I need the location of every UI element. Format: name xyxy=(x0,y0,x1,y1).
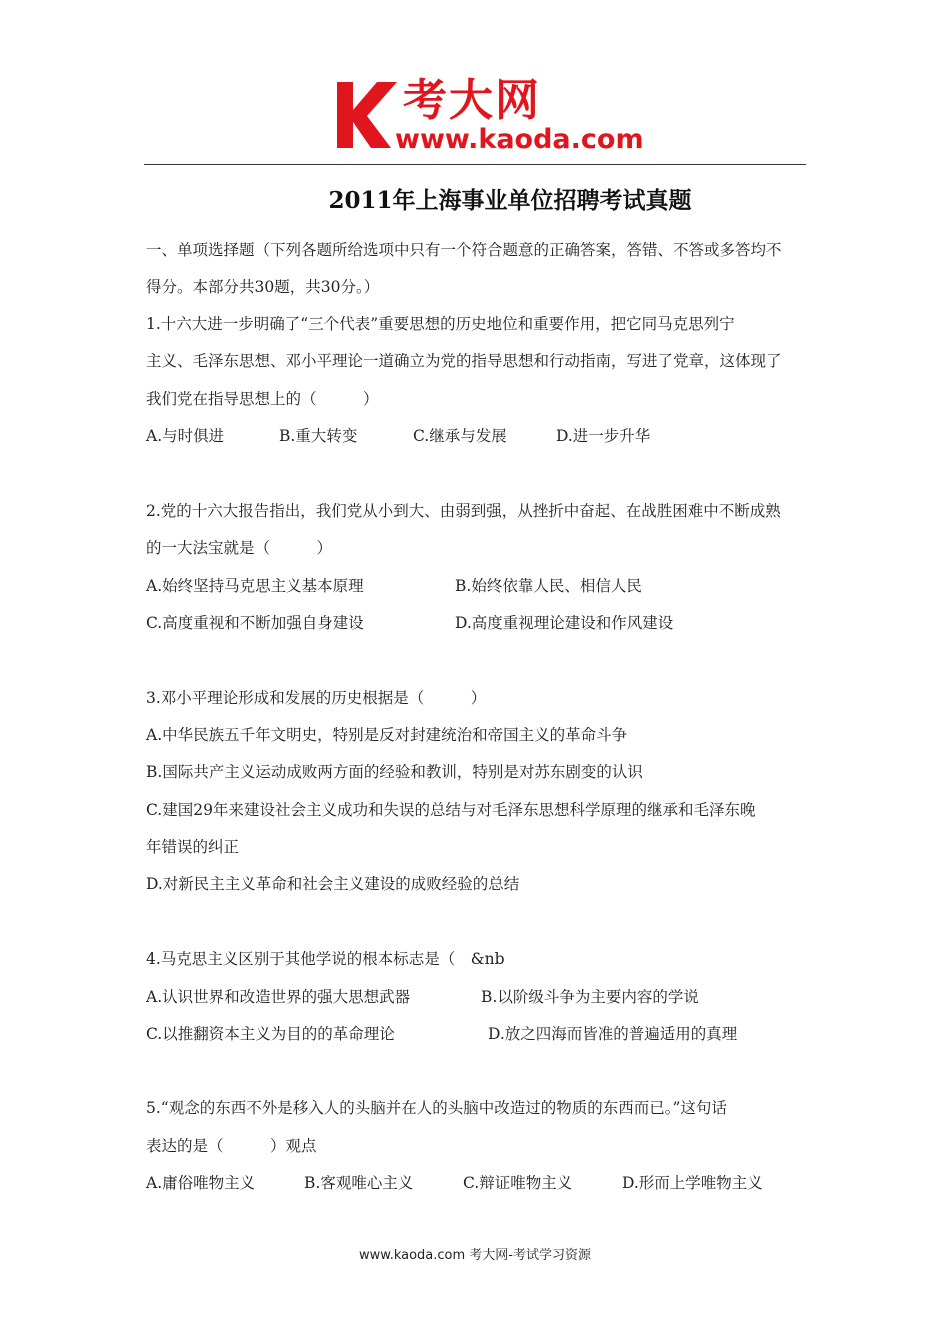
question-4-option-a: A.认识世界和改造世界的强大思想武器 xyxy=(146,988,411,1006)
logo-url-text: www.kaoda.com xyxy=(395,124,644,155)
question-5-stem: 5.“观念的东西不外是移入人的头脑并在人的头脑中改造过的物质的东西而已。”这句话 xyxy=(146,1099,727,1117)
question-2-option-d: D.高度重视理论建设和作风建设 xyxy=(455,614,674,632)
question-2-option-b: B.始终依靠人民、相信人民 xyxy=(455,577,642,595)
header-divider xyxy=(144,164,806,165)
question-5-option-c: C.辩证唯物主义 xyxy=(463,1174,573,1192)
logo-chinese-text: 考大网 xyxy=(403,75,541,126)
question-3-stem: 3.邓小平理论形成和发展的历史根据是（ ） xyxy=(146,689,487,707)
question-3-option-b: B.国际共产主义运动成败两方面的经验和教训，特别是对苏东剧变的认识 xyxy=(146,763,643,781)
question-5-stem: 表达的是（ ）观点 xyxy=(146,1137,317,1155)
intro-line: 得分。本部分共30题，共30分。） xyxy=(146,278,380,296)
question-1-option-a: A.与时俱进 xyxy=(146,427,225,445)
kaoda-logo[interactable] xyxy=(333,76,653,158)
question-2-stem: 2.党的十六大报告指出，我们党从小到大、由弱到强，从挫折中奋起、在战胜困难中不断成熟 xyxy=(146,502,781,520)
question-5-option-a: A.庸俗唯物主义 xyxy=(146,1174,256,1192)
question-1-stem: 1.十六大进一步明确了“三个代表”重要思想的历史地位和重要作用，把它同马克思列宁 xyxy=(146,315,735,333)
question-3-option-a: A.中华民族五千年文明史，特别是反对封建统治和帝国主义的革命斗争 xyxy=(146,726,628,744)
question-3-option-d: D.对新民主主义革命和社会主义建设的成败经验的总结 xyxy=(146,875,520,893)
question-2-option-c: C.高度重视和不断加强自身建设 xyxy=(146,614,364,632)
document-title: 2011年上海事业单位招聘考试真题 xyxy=(328,187,692,214)
question-5-option-b: B.客观唯心主义 xyxy=(304,1174,414,1192)
question-4-option-d: D.放之四海而皆准的普遍适用的真理 xyxy=(488,1025,738,1043)
question-1-option-b: B.重大转变 xyxy=(279,427,358,445)
question-1-stem: 我们党在指导思想上的（ ） xyxy=(146,390,379,408)
question-4-option-c: C.以推翻资本主义为目的的革命理论 xyxy=(146,1025,395,1043)
intro-line: 一、单项选择题（下列各题所给选项中只有一个符合题意的正确答案，答错、不答或多答均不 xyxy=(146,241,782,259)
question-2-stem: 的一大法宝就是（ ） xyxy=(146,539,333,557)
question-4-option-b: B.以阶级斗争为主要内容的学说 xyxy=(481,988,699,1006)
question-3-option-c-cont: 年错误的纠正 xyxy=(146,838,240,856)
question-5-option-d: D.形而上学唯物主义 xyxy=(622,1174,763,1192)
question-2-option-a: A.始终坚持马克思主义基本原理 xyxy=(146,577,364,595)
question-1-option-d: D.进一步升华 xyxy=(556,427,651,445)
question-4-stem: 4.马克思主义区别于其他学说的根本标志是（ &nb xyxy=(146,950,505,968)
question-3-option-c: C.建国29年来建设社会主义成功和失误的总结与对毛泽东思想科学原理的继承和毛泽东晚 xyxy=(146,801,756,819)
question-1-stem: 主义、毛泽东思想、邓小平理论一道确立为党的指导思想和行动指南，写进了党章，这体现了 xyxy=(146,352,782,370)
question-1-option-c: C.继承与发展 xyxy=(413,427,507,445)
logo-k-mark-icon xyxy=(333,80,399,150)
page-footer[interactable]: www.kaoda.com 考大网-考试学习资源 xyxy=(359,1248,591,1263)
